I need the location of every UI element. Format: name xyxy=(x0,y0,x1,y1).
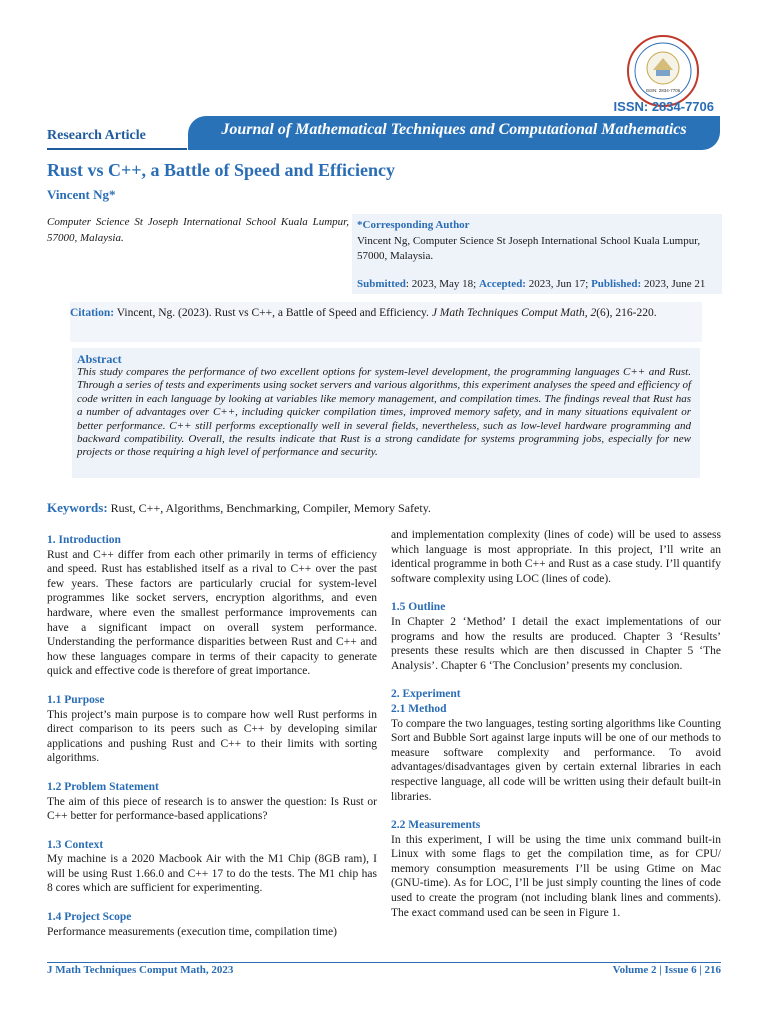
citation xyxy=(70,306,702,321)
section-text-problem: The aim of this piece of research is to answer the question: Is Rust or C++ better for performance-based applications? xyxy=(47,795,377,823)
right-column xyxy=(391,528,721,920)
submitted-date: : 2023, May 18; xyxy=(405,278,479,290)
citation-journal: J Math Techniques Comput Math, 2 xyxy=(431,307,597,319)
affiliation: Computer Science St Joseph International School Kuala Lumpur, 57000, Malaysia. xyxy=(47,216,349,244)
footer-journal: J Math Techniques Comput Math, 2023 xyxy=(47,964,234,976)
keywords-label: Keywords: xyxy=(47,500,108,515)
section-heading-purpose: 1.1 Purpose xyxy=(47,693,105,706)
left-column xyxy=(47,533,377,939)
accepted-label: Accepted: xyxy=(478,278,526,290)
section-text-scope-continued: and implementation complexity (lines of code) will be used to assess which language is most appropriate. In this project, I’ll write an identical programme in both C++ and Rust as a case study. I’ll quantify software complexity using LOC (lines of code). xyxy=(391,529,721,585)
article-type-underline xyxy=(47,148,187,150)
section-heading-measurements: 2.2 Measurements xyxy=(391,819,481,832)
section-text-measurements: In this experiment, I will be using the time unix command built-in Linux with some flags to get the compilation time, as for CPU/ memory consumption measurements I’ll be using Gtime on Mac (GNU-time). As for LOC, I’ll be just simply counting the lines of code used to create the program (not including blank lines and comments). The exact command used can be seen in Figure 1. xyxy=(391,833,721,919)
footer-volume: Volume 2 | Issue 6 | 216 xyxy=(612,964,721,976)
publication-dates xyxy=(357,278,705,290)
section-text-purpose: This project’s main purpose is to compare how well Rust performs in direct comparison to its peers such as C++ by developing similar applications and pushing Rust and C++ to their limits with sorting algorithms. xyxy=(47,708,377,765)
section-heading-experiment: 2. Experiment xyxy=(391,688,461,701)
keywords-text: Rust, C++, Algorithms, Benchmarking, Compiler, Memory Safety. xyxy=(107,501,431,515)
paper-author: Vincent Ng* xyxy=(47,187,116,202)
citation-issue: (6), 216-220. xyxy=(596,307,657,319)
article-type: Research Article xyxy=(47,128,146,143)
accepted-date: 2023, Jun 17; xyxy=(525,278,592,290)
section-heading-scope: 1.4 Project Scope xyxy=(47,911,132,924)
corresponding-label: *Corresponding Author xyxy=(357,219,470,231)
section-text-introduction: Rust and C++ differ from each other primarily in terms of efficiency and speed. Rust has established itself as a rival to C++ over the past few years. These factors are particularly crucial for system-level programmes like socket servers, encryption algorithms, and even hardware, where even the smallest performance improvements can have a significant impact on overall system performance. Understanding the performance disparities between Rust and C++ and how these languages compare in terms of their capacity to generate quick and effective code is therefore of great importance. xyxy=(47,548,377,678)
footer-rule xyxy=(47,962,721,963)
section-text-method: To compare the two languages, testing sorting algorithms like Counting Sort and Bubble Sort against large inputs will be one of our methods to measure software complexity and performance. To avoid advantages/disadvantages given by certain external libraries in each respective language, all code will be written using their default built-in libraries. xyxy=(391,717,721,803)
published-label: Published: xyxy=(591,278,642,290)
journal-logo xyxy=(626,34,700,108)
journal-name: Journal of Mathematical Techniques and Computational Mathematics xyxy=(221,121,687,138)
section-heading-problem: 1.2 Problem Statement xyxy=(47,780,159,793)
citation-text: Vincent, Ng. (2023). Rust vs C++, a Battle of Speed and Efficiency. xyxy=(114,307,432,319)
section-heading-method: 2.1 Method xyxy=(391,702,447,715)
section-text-outline: In Chapter 2 ‘Method’ I detail the exact implementations of our programs and how the results are produced. Chapter 3 ‘Results’ presents these results which are then discussed in Chapter 5 ‘The Analysis’. Chapter 6 ‘The Conclusion’ presents my conclusion. xyxy=(391,615,721,672)
section-heading-context: 1.3 Context xyxy=(47,838,104,851)
citation-label: Citation: xyxy=(70,307,115,319)
logo-issn: ISSN: 2834-7706 xyxy=(645,88,681,93)
published-date: 2023, June 21 xyxy=(641,278,706,290)
section-text-context: My machine is a 2020 Macbook Air with the M1 Chip (8GB ram), I will be using Rust 1.66.0 and C++ 17 to do the tests. The M1 chip has 8 cores which are sufficient for experimenting. xyxy=(47,853,377,895)
section-text-scope: Performance measurements (execution time, compilation time) xyxy=(47,925,337,938)
abstract-label: Abstract xyxy=(77,352,122,366)
corresponding-text: Vincent Ng, Computer Science St Joseph International School Kuala Lumpur, 57000, Malaysia. xyxy=(357,235,701,262)
paper-title: Rust vs C++, a Battle of Speed and Efficiency xyxy=(47,160,396,180)
issn: ISSN: 2834-7706 xyxy=(613,99,714,114)
submitted-label: Submitted xyxy=(357,278,406,290)
keywords xyxy=(47,500,431,516)
section-heading-introduction: 1. Introduction xyxy=(47,534,121,546)
abstract-text: This study compares the performance of two excellent options for system-level development, the programming languages C++ and Rust. Through a series of tests and experiments using socket servers and various algorithms, this experiment analyses the speed and efficiency of code written in each language by looking at variables like memory management, and compilation times. The findings reveal that Rust has a number of advantages over C++, including quicker compilation times, improved memory safety, and in many situations equivalent or better performance. C++ still performs exceptionally well in several fields, nevertheless, such as low-level hardware programming and backward compatibility. Overall, the results indicate that Rust is a strong candidate for systems programming jobs, especially for new projects or those requiring a high level of performance and security. xyxy=(77,366,691,459)
section-heading-outline: 1.5 Outline xyxy=(391,601,446,614)
